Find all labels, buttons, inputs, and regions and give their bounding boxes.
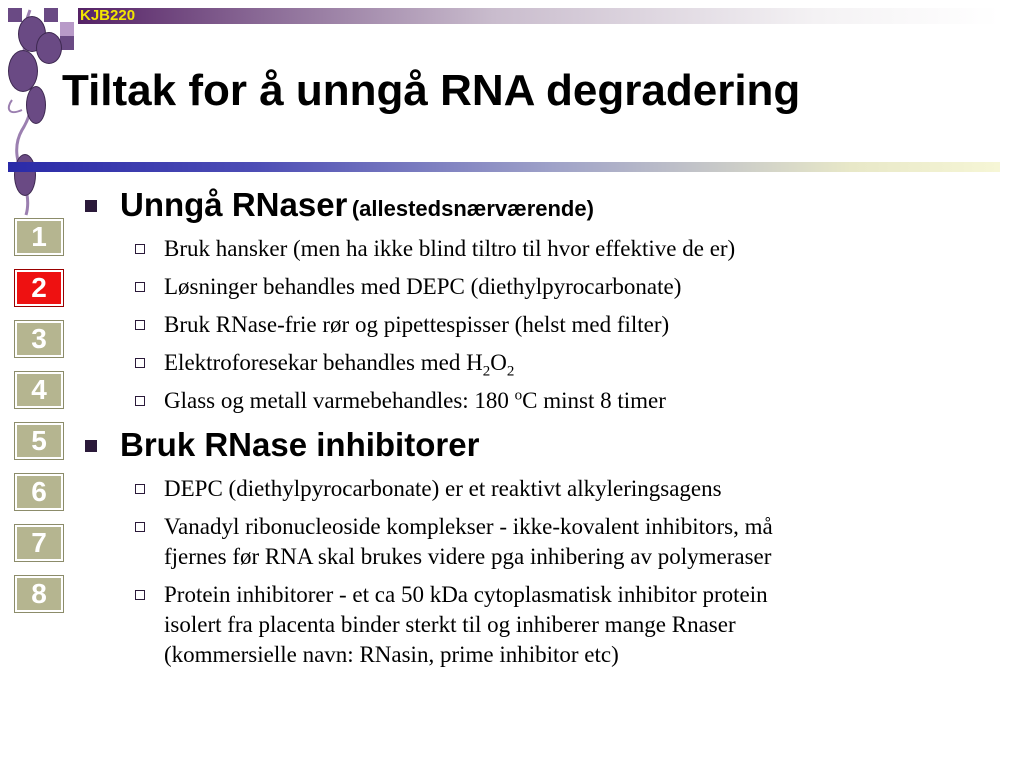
- nav-slide-7[interactable]: 7: [15, 525, 63, 561]
- header-band: [78, 8, 1000, 24]
- hollow-square-bullet-icon: [135, 282, 145, 292]
- nav-slide-2[interactable]: 2: [15, 270, 63, 306]
- nav-slide-1[interactable]: 1: [15, 219, 63, 255]
- course-code: KJB220: [80, 7, 136, 24]
- list-item: Bruk RNase-frie rør og pipettespisser (helst med filter): [80, 310, 1000, 340]
- hollow-square-bullet-icon: [135, 396, 145, 406]
- list-item: DEPC (diethylpyrocarbonate) er et reaktivt alkyleringsagens: [80, 474, 1000, 504]
- hollow-square-bullet-icon: [135, 590, 145, 600]
- section-heading: Unngå RNaser (allestedsnærværende): [80, 186, 1000, 230]
- title-divider: [8, 162, 1000, 172]
- hollow-square-bullet-icon: [135, 244, 145, 254]
- list-item: Bruk hansker (men ha ikke blind tiltro til hvor effektive de er): [80, 234, 1000, 264]
- list-item: Løsninger behandles med DEPC (diethylpyrocarbonate): [80, 272, 1000, 302]
- slide-title: Tiltak for å unngå RNA degradering: [62, 66, 801, 115]
- square-bullet-icon: [85, 440, 97, 452]
- nav-slide-3[interactable]: 3: [15, 321, 63, 357]
- hollow-square-bullet-icon: [135, 484, 145, 494]
- list-item: Vanadyl ribonucleoside komplekser - ikke-kovalent inhibitors, må fjernes før RNA skal brukes videre pga inhibering av polymeraser: [80, 512, 1000, 572]
- slide-body: [80, 186, 1000, 670]
- list-item: Glass og metall varmebehandles: 180 $^o$C minst 8 timer: [80, 386, 1000, 416]
- list-item: Protein inhibitorer - et ca 50 kDa cytoplasmatisk inhibitor protein isolert fra placenta binder sterkt til og inhiberer mange Rnaser (kommersielle navn: RNasin, prime inhibitor etc): [80, 580, 1000, 670]
- nav-slide-5[interactable]: 5: [15, 423, 63, 459]
- nav-slide-8[interactable]: 8: [15, 576, 63, 612]
- hollow-square-bullet-icon: [135, 358, 145, 368]
- hollow-square-bullet-icon: [135, 522, 145, 532]
- list-item: Elektroforesekar behandles med $H_2O_2$: [80, 348, 1000, 378]
- hollow-square-bullet-icon: [135, 320, 145, 330]
- section-heading: Bruk RNase inhibitorer: [80, 426, 1000, 470]
- nav-slide-6[interactable]: 6: [15, 474, 63, 510]
- nav-slide-4[interactable]: 4: [15, 372, 63, 408]
- square-bullet-icon: [85, 200, 97, 212]
